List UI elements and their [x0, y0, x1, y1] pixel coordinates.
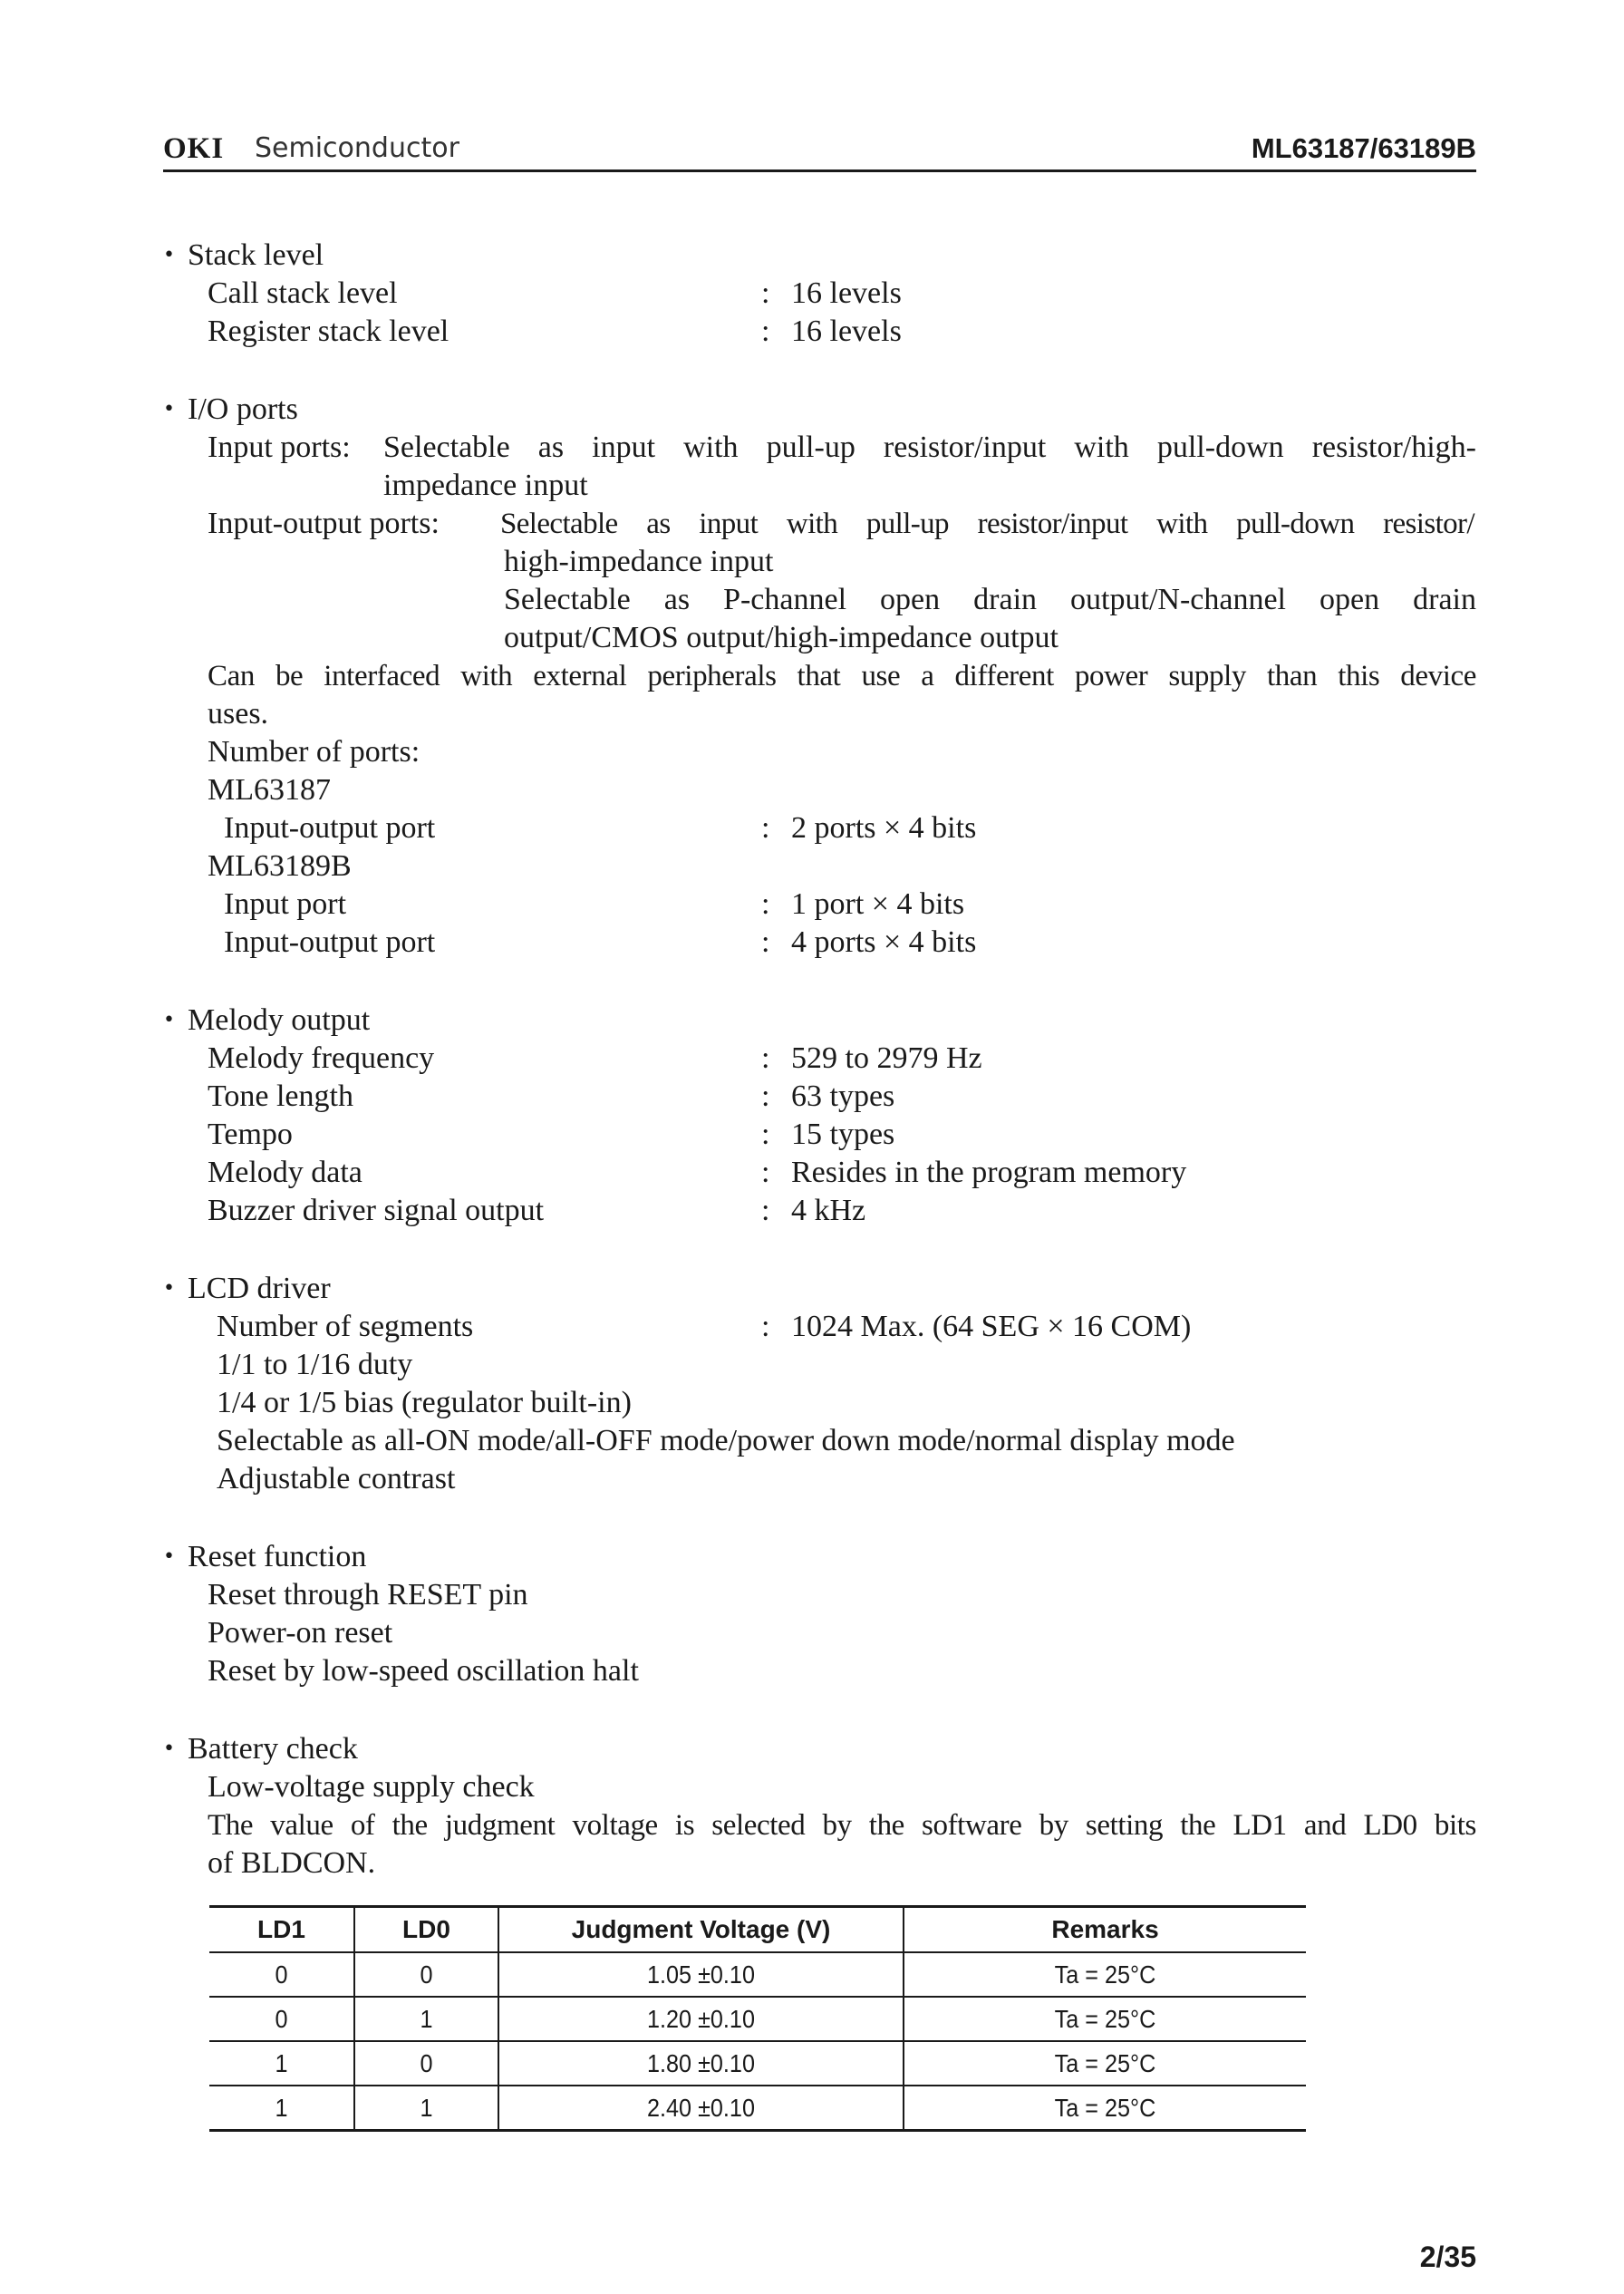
- battery-line: Low-voltage supply check: [208, 1770, 535, 1804]
- model-ml63187: ML63187: [208, 773, 331, 807]
- spec-colon: :: [761, 1079, 770, 1113]
- table-cell: 0: [217, 1997, 347, 2041]
- io-ports-label: Input-output ports:: [208, 507, 440, 540]
- company-name: Semiconductor: [255, 132, 459, 164]
- lcd-line: 1/4 or 1/5 bias (regulator built-in): [217, 1386, 632, 1419]
- lcd-line: 1/1 to 1/16 duty: [217, 1348, 413, 1381]
- spec-label: Number of segments: [217, 1310, 474, 1343]
- spec-value: 1024 Max. (64 SEG × 16 COM): [791, 1310, 1192, 1343]
- bullet-icon: •: [163, 398, 175, 421]
- section-title-battery: Battery check: [188, 1732, 358, 1766]
- section-title-io: I/O ports: [188, 392, 298, 426]
- table-header: Judgment Voltage (V): [498, 1907, 904, 1953]
- section-title-reset: Reset function: [188, 1540, 367, 1573]
- bullet-icon: •: [163, 244, 175, 266]
- judgment-voltage-table: [209, 1905, 1306, 2132]
- input-ports-label: Input ports:: [208, 431, 351, 464]
- spec-value: Resides in the program memory: [791, 1156, 1187, 1189]
- table-header: LD0: [354, 1907, 498, 1953]
- spec-value: 4 ports × 4 bits: [791, 925, 977, 959]
- table-row: [209, 1952, 1306, 1997]
- oki-logo: OKI: [163, 132, 225, 165]
- table-cell: 1.20 ±0.10: [518, 1997, 883, 2041]
- bullet-icon: •: [163, 1009, 175, 1031]
- table-cell: 1.80 ±0.10: [518, 2041, 883, 2086]
- spec-label: Tone length: [208, 1079, 353, 1113]
- table-row: [209, 2086, 1306, 2131]
- spec-colon: :: [761, 276, 770, 310]
- io-ports-text: high-impedance input: [504, 545, 774, 578]
- interface-text: uses.: [208, 697, 269, 731]
- page-number: 2/35: [1419, 2241, 1476, 2273]
- spec-label: Input-output port: [224, 925, 436, 959]
- table-cell: 1: [217, 2086, 347, 2131]
- interface-text: Can be interfaced with external peripherals that use a different power supply than this device: [208, 660, 1476, 692]
- section-title-melody: Melody output: [188, 1003, 371, 1037]
- spec-value: 15 types: [791, 1118, 895, 1151]
- bullet-icon: •: [163, 1545, 175, 1568]
- table-cell: 2.40 ±0.10: [518, 2086, 883, 2131]
- table-header-row: [209, 1907, 1306, 1953]
- io-ports-text: Selectable as P-channel open drain output/N-channel open drain: [504, 583, 1476, 616]
- spec-label: Input port: [224, 887, 347, 921]
- table-cell: Ta = 25°C: [923, 1952, 1286, 1997]
- table-cell: 0: [362, 2041, 491, 2086]
- bullet-icon: •: [163, 1737, 175, 1760]
- table-cell: 1: [217, 2041, 347, 2086]
- reset-line: Power-on reset: [208, 1616, 393, 1650]
- table-cell: Ta = 25°C: [923, 2041, 1286, 2086]
- spec-value: 1 port × 4 bits: [791, 887, 965, 921]
- spec-colon: :: [761, 1156, 770, 1189]
- num-ports-label: Number of ports:: [208, 735, 420, 769]
- spec-colon: :: [761, 1118, 770, 1151]
- spec-value: 4 kHz: [791, 1194, 866, 1227]
- spec-value: 529 to 2979 Hz: [791, 1041, 982, 1075]
- header-rule: [163, 169, 1476, 172]
- table-cell: 1: [362, 2086, 491, 2131]
- spec-colon: :: [761, 1310, 770, 1343]
- bullet-icon: •: [163, 1277, 175, 1300]
- section-title-stack: Stack level: [188, 238, 324, 272]
- spec-colon: :: [761, 1041, 770, 1075]
- table-cell: 0: [217, 1952, 347, 1997]
- table-row: [209, 2041, 1306, 2086]
- spec-label: Input-output port: [224, 811, 436, 845]
- spec-label: Melody data: [208, 1156, 362, 1189]
- table-row: [209, 1997, 1306, 2041]
- spec-colon: :: [761, 811, 770, 845]
- spec-colon: :: [761, 1194, 770, 1227]
- spec-value: 2 ports × 4 bits: [791, 811, 977, 845]
- table-header: LD1: [209, 1907, 354, 1953]
- table-cell: Ta = 25°C: [923, 2086, 1286, 2131]
- spec-label: Call stack level: [208, 276, 398, 310]
- reset-line: Reset through RESET pin: [208, 1578, 528, 1612]
- battery-line: The value of the judgment voltage is selected by the software by setting the LD1 and LD0 bits: [208, 1809, 1476, 1842]
- spec-value: 16 levels: [791, 315, 902, 348]
- table-cell: 1.05 ±0.10: [518, 1952, 883, 1997]
- model-ml63189b: ML63189B: [208, 849, 352, 883]
- spec-label: Register stack level: [208, 315, 450, 348]
- spec-value: 16 levels: [791, 276, 902, 310]
- table-header: Remarks: [904, 1907, 1306, 1953]
- lcd-line: Selectable as all-ON mode/all-OFF mode/power down mode/normal display mode: [217, 1424, 1235, 1457]
- input-ports-text: impedance input: [383, 469, 588, 502]
- io-ports-text: Selectable as input with pull-up resistor/input with pull-down resistor/: [500, 508, 1474, 540]
- table-cell: Ta = 25°C: [923, 1997, 1286, 2041]
- table-cell: 1: [362, 1997, 491, 2041]
- part-number: ML63187/63189B: [1251, 132, 1476, 164]
- spec-value: 63 types: [791, 1079, 895, 1113]
- battery-line: of BLDCON.: [208, 1846, 376, 1880]
- spec-colon: :: [761, 315, 770, 348]
- section-title-lcd: LCD driver: [188, 1272, 331, 1305]
- lcd-line: Adjustable contrast: [217, 1462, 456, 1495]
- spec-colon: :: [761, 925, 770, 959]
- spec-label: Tempo: [208, 1118, 293, 1151]
- table-cell: 0: [362, 1952, 491, 1997]
- spec-colon: :: [761, 887, 770, 921]
- spec-label: Buzzer driver signal output: [208, 1194, 545, 1227]
- spec-label: Melody frequency: [208, 1041, 435, 1075]
- reset-line: Reset by low-speed oscillation halt: [208, 1654, 639, 1688]
- input-ports-text: Selectable as input with pull-up resistor/input with pull-down resistor/high-: [383, 431, 1476, 464]
- io-ports-text: output/CMOS output/high-impedance output: [504, 621, 1058, 654]
